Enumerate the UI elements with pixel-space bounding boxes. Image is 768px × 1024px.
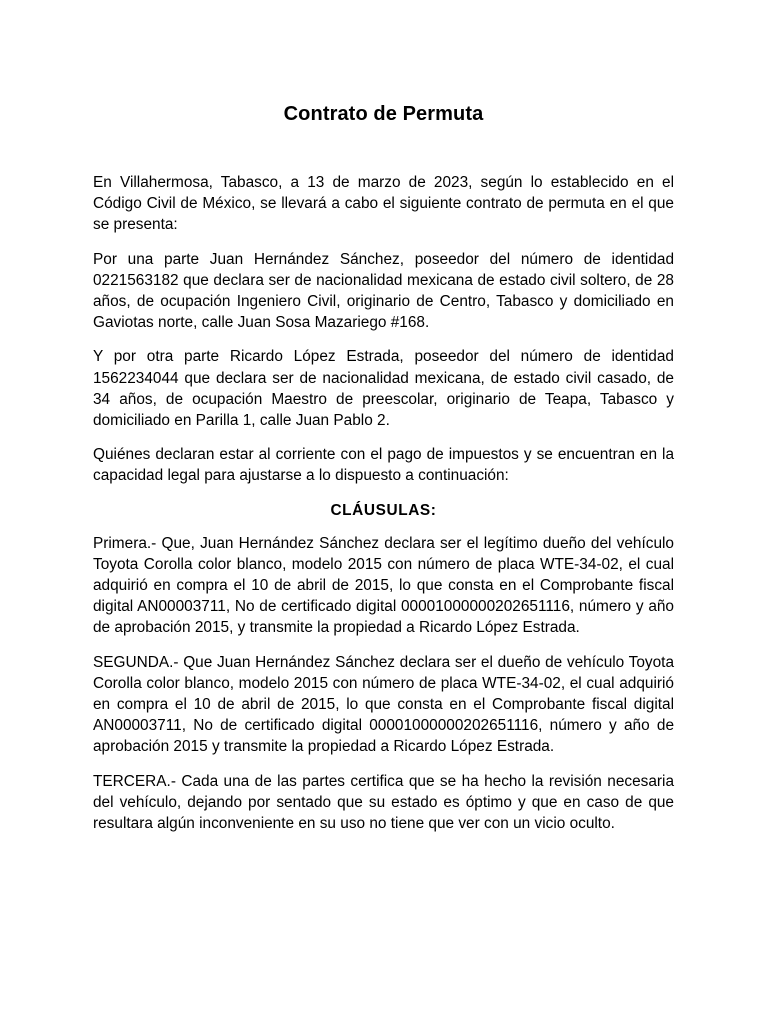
clause-first: Primera.- Que, Juan Hernández Sánchez declara ser el legítimo dueño del vehículo Toyota Corolla color blanco, modelo 2015 con número de placa WTE-34-02, el cual adquirió en compra el 10 de abril de 2015, lo que consta en el Comprobante fiscal digital AN00003711, No de certificado digital 00001000000202651116, número y año de aprobación 2015, y transmite la propiedad a Ricardo López Estrada.	[93, 534, 674, 637]
party-one-paragraph: Por una parte Juan Hernández Sánchez, poseedor del número de identidad 0221563182 que declara ser de nacionalidad mexicana de estado civil soltero, de 28 años, de ocupación Ingeniero Civil, originario de Centro, Tabasco y domiciliado en Gaviotas norte, calle Juan Sosa Mazariego #168.	[93, 250, 674, 332]
document-title: Contrato de Permuta	[283, 103, 484, 125]
clause-third: TERCERA.- Cada una de las partes certifica que se ha hecho la revisión necesaria del vehículo, dejando por sentado que su estado es óptimo y que en caso de que resultara algún inconveniente en su uso no tiene que ver con un vicio oculto.	[93, 772, 674, 833]
intro-paragraph: En Villahermosa, Tabasco, a 13 de marzo de 2023, según lo establecido en el Código Civil de México, se llevará a cabo el siguiente contrato de permuta en el que se presenta:	[93, 174, 674, 234]
clause-second: SEGUNDA.- Que Juan Hernández Sánchez declara ser el dueño de vehículo Toyota Corolla color blanco, modelo 2015 con número de placa WTE-34-02, el cual adquirió en compra el 10 de abril de 2015, lo que consta en el Comprobante fiscal digital AN00003711, No de certificado digital 00001000000202651116, número y año de aprobación 2015 y transmite la propiedad a Ricardo López Estrada.	[93, 653, 674, 756]
party-two-paragraph: Y por otra parte Ricardo López Estrada, poseedor del número de identidad 1562234044 que declara ser de nacionalidad mexicana, de estado civil casado, de 34 años, de ocupación Maestro de preescolar, originario de Teapa, Tabasco y domiciliado en Parilla 1, calle Juan Pablo 2.	[93, 348, 674, 430]
declaration-paragraph: Quiénes declaran estar al corriente con el pago de impuestos y se encuentran en la capacidad legal para ajustarse a lo dispuesto a continuación:	[93, 446, 674, 485]
clausulas-heading: CLÁUSULAS:	[330, 501, 437, 519]
